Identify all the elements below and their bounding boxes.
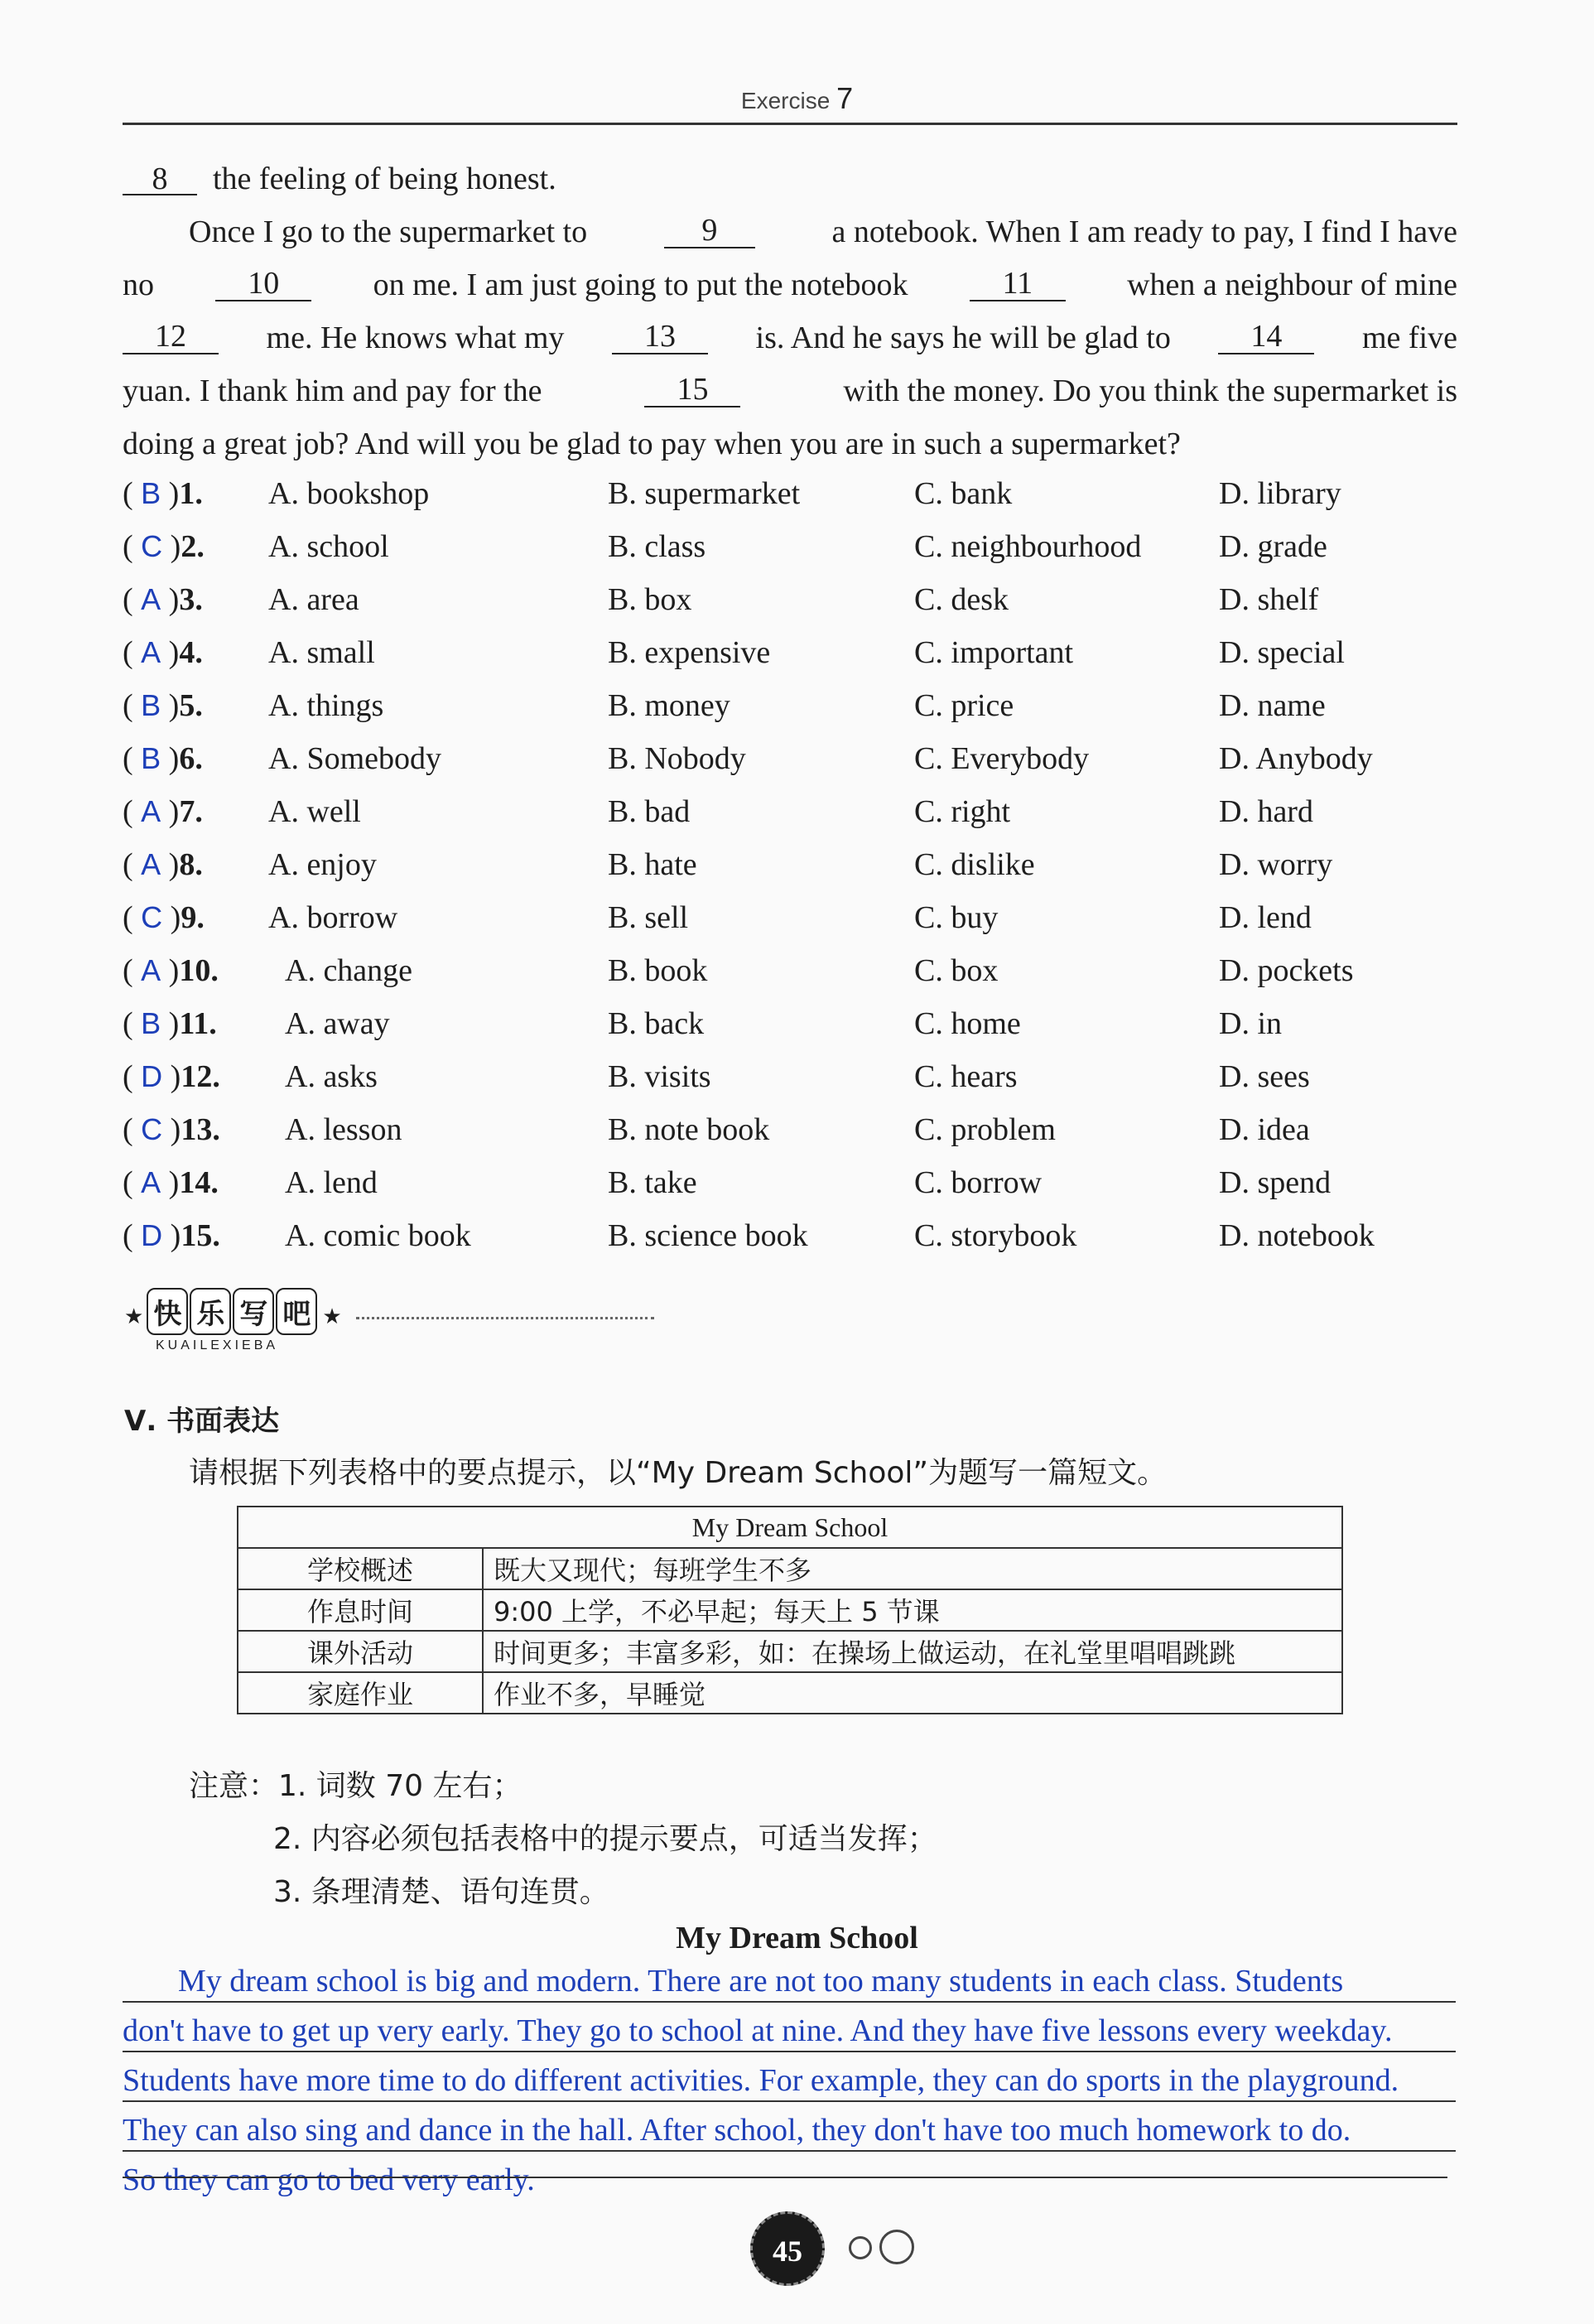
passage-text: yuan. I thank him and pay for the	[123, 374, 542, 408]
question-answer: ( B )6.	[123, 741, 203, 776]
essay-line: My dream school is big and modern. There are not too many students in each class. Students	[178, 1964, 1344, 1999]
option-b	[608, 848, 697, 881]
option-text: D. in	[1219, 1006, 1282, 1041]
page-number: 45	[750, 2211, 825, 2286]
option-a	[285, 1007, 390, 1040]
option-d	[1219, 530, 1327, 563]
option-text: D. worry	[1219, 847, 1333, 882]
option-d	[1219, 901, 1312, 934]
passage-line-2	[123, 215, 1457, 248]
option-text: C. box	[914, 953, 999, 988]
option-d	[1219, 1113, 1310, 1146]
option-text: C. storybook	[914, 1218, 1077, 1253]
answer-letter: A	[141, 582, 161, 616]
option-b	[608, 795, 690, 828]
option-text: C. bank	[914, 476, 1013, 511]
option-c	[914, 636, 1073, 669]
passage-text: with the money. Do you think the supermarket is	[843, 374, 1457, 408]
option-a	[268, 477, 429, 510]
option-text: B. hate	[608, 847, 697, 882]
table-key: 学校概述	[238, 1548, 483, 1589]
question-answer: ( A )8.	[123, 847, 203, 882]
table-key: 家庭作业	[238, 1672, 483, 1714]
table-row	[238, 1548, 1342, 1589]
option-d	[1219, 1219, 1375, 1252]
ruled-line	[123, 2001, 1456, 2003]
question-answer: ( C )2.	[123, 529, 205, 564]
answer-letter: A	[141, 1165, 161, 1199]
question-number: 6.	[179, 741, 203, 776]
option-text: D. notebook	[1219, 1218, 1375, 1253]
option-c	[914, 954, 998, 987]
option-text: D. hard	[1219, 794, 1313, 829]
question-number: 12.	[181, 1059, 220, 1094]
option-text: A. Somebody	[268, 741, 441, 776]
option-a	[268, 636, 375, 669]
passage-text: on me. I am just going to put the notebook	[373, 268, 908, 302]
option-text: C. right	[914, 794, 1011, 829]
option-a	[268, 795, 361, 828]
table-value: 9:00 上学，不必早起；每天上 5 节课	[483, 1589, 1342, 1631]
requirements-table	[237, 1506, 1343, 1714]
question-number: 5.	[179, 688, 203, 723]
option-text: A. small	[268, 635, 375, 670]
option-c	[914, 689, 1014, 722]
option-text: D. shelf	[1219, 582, 1319, 617]
question-number: 14.	[179, 1165, 219, 1200]
option-c	[914, 901, 998, 934]
option-text: C. problem	[914, 1112, 1056, 1147]
option-a	[268, 689, 383, 722]
option-a	[268, 848, 377, 881]
option-d	[1219, 795, 1313, 828]
question-number: 2.	[181, 529, 205, 564]
option-text: C. hears	[914, 1059, 1018, 1094]
star-icon: ★	[124, 1304, 144, 1328]
answer-letter: C	[141, 900, 163, 934]
ruled-line	[123, 2100, 1456, 2102]
question-number: 7.	[179, 794, 203, 829]
ruled-line	[123, 2177, 1447, 2178]
option-c	[914, 848, 1035, 881]
option-text: C. neighbourhood	[914, 529, 1142, 564]
option-text: D. idea	[1219, 1112, 1310, 1147]
option-text: D. lend	[1219, 900, 1312, 935]
table-value: 作业不多，早睡觉	[483, 1672, 1342, 1714]
option-d	[1219, 1007, 1282, 1040]
option-d	[1219, 583, 1318, 616]
note-2: 2. 内容必须包括表格中的提示要点，可适当发挥；	[273, 1822, 937, 1856]
option-d	[1219, 848, 1332, 881]
question-answer: ( B )5.	[123, 688, 203, 723]
option-text: B. note book	[608, 1112, 770, 1147]
question-answer: ( B )11.	[123, 1006, 217, 1041]
essay-line: So they can go to bed very early.	[123, 2162, 535, 2197]
answer-letter: A	[141, 953, 161, 987]
option-a	[285, 1166, 378, 1199]
passage-line-4	[123, 321, 1457, 354]
question-number: 4.	[179, 635, 203, 670]
option-text: A. school	[268, 529, 389, 564]
option-text: A. lesson	[285, 1112, 402, 1147]
question-answer: ( A )14.	[123, 1165, 219, 1200]
option-d	[1219, 742, 1373, 775]
essay-line: Students have more time to do different activities. For example, they can do sports in the playground.	[123, 2063, 1399, 2098]
option-c	[914, 1007, 1021, 1040]
question-number: 10.	[179, 953, 219, 988]
answer-letter: C	[141, 529, 163, 563]
option-text: C. dislike	[914, 847, 1035, 882]
answer-letter: A	[141, 635, 161, 669]
option-a	[285, 954, 412, 987]
option-text: C. home	[914, 1006, 1021, 1041]
question-number: 1.	[179, 476, 203, 511]
option-a	[285, 1060, 378, 1093]
badge-dotted-line	[356, 1317, 654, 1319]
answer-letter: A	[141, 794, 161, 828]
badge-char: 吧	[276, 1288, 317, 1335]
ruled-line	[123, 2150, 1456, 2152]
option-a	[268, 742, 441, 775]
option-c	[914, 795, 1010, 828]
question-answer: ( C )13.	[123, 1112, 220, 1147]
option-text: C. important	[914, 635, 1074, 670]
option-b	[608, 1219, 808, 1252]
essay-title: My Dream School	[676, 1921, 918, 1955]
passage-line-6: doing a great job? And will you be glad to pay when you are in such a supermarket?	[123, 427, 1181, 461]
option-d	[1219, 1060, 1310, 1093]
option-b	[608, 1007, 704, 1040]
option-d	[1219, 954, 1354, 987]
option-text: D. spend	[1219, 1165, 1332, 1200]
passage-text: a notebook. When I am ready to pay, I find I have	[831, 215, 1457, 249]
question-number: 15.	[181, 1218, 220, 1253]
option-text: D. grade	[1219, 529, 1327, 564]
kuailexieba-badge	[124, 1288, 342, 1353]
option-text: B. expensive	[608, 635, 771, 670]
option-b	[608, 689, 730, 722]
answer-letter: A	[141, 847, 161, 881]
option-text: B. science book	[608, 1218, 808, 1253]
option-text: C. price	[914, 688, 1014, 723]
option-text: A. bookshop	[268, 476, 430, 511]
option-text: B. back	[608, 1006, 705, 1041]
header-prefix: Exercise	[740, 88, 831, 113]
question-number: 13.	[181, 1112, 220, 1147]
passage-text: no	[123, 268, 154, 302]
option-c	[914, 1166, 1042, 1199]
badge-pinyin: KUAILEXIEBA	[156, 1338, 279, 1352]
option-c	[914, 1219, 1076, 1252]
question-answer: ( A )3.	[123, 582, 203, 617]
blank-13: 13	[612, 321, 708, 354]
page-header	[0, 81, 1594, 116]
answer-letter: B	[141, 476, 161, 510]
note-3: 3. 条理清楚、语句连贯。	[273, 1875, 609, 1909]
option-text: D. special	[1219, 635, 1345, 670]
badge-char: 乐	[190, 1288, 231, 1335]
option-c	[914, 742, 1089, 775]
option-b	[608, 1113, 769, 1146]
passage-line-5	[123, 374, 1457, 407]
passage-text: the feeling of being honest.	[213, 162, 556, 196]
passage-text: me. He knows what my	[266, 321, 565, 355]
star-icon: ★	[322, 1304, 342, 1328]
option-b	[608, 477, 800, 510]
question-answer: ( B )1.	[123, 476, 203, 511]
table-value: 时间更多；丰富多彩，如：在操场上做运动，在礼堂里唱唱跳跳	[483, 1631, 1342, 1672]
circle-decoration-icon	[879, 2230, 914, 2264]
option-text: B. sell	[608, 900, 689, 935]
table-key: 课外活动	[238, 1631, 483, 1672]
option-d	[1219, 1166, 1331, 1199]
passage-line-3	[123, 268, 1457, 301]
option-text: D. library	[1219, 476, 1341, 511]
question-number: 3.	[179, 582, 203, 617]
option-c	[914, 530, 1141, 563]
question-answer: ( D )12.	[123, 1059, 220, 1094]
blank-14: 14	[1218, 321, 1314, 354]
option-text: B. book	[608, 953, 708, 988]
option-c	[914, 1060, 1018, 1093]
option-d	[1219, 636, 1345, 669]
option-text: A. comic book	[285, 1218, 471, 1253]
answer-letter: B	[141, 1006, 161, 1040]
option-text: A. enjoy	[268, 847, 377, 882]
option-text: B. class	[608, 529, 706, 564]
blank-15: 15	[644, 374, 740, 407]
option-b	[608, 901, 688, 934]
option-b	[608, 636, 770, 669]
note-1: 注意：1. 词数 70 左右；	[189, 1769, 523, 1803]
table-row	[238, 1631, 1342, 1672]
question-number: 8.	[179, 847, 203, 882]
option-text: D. name	[1219, 688, 1326, 723]
option-text: B. Nobody	[608, 741, 746, 776]
option-text: C. Everybody	[914, 741, 1090, 776]
essay-line: don't have to get up very early. They go to school at nine. And they have five lessons every weekday.	[123, 2013, 1393, 2048]
option-text: A. away	[285, 1006, 390, 1041]
answer-letter: C	[141, 1112, 163, 1146]
answer-letter: B	[141, 688, 161, 722]
passage-text: me five	[1361, 321, 1457, 355]
table-row	[238, 1589, 1342, 1631]
option-text: D. Anybody	[1219, 741, 1373, 776]
question-number: 11.	[179, 1006, 217, 1041]
option-b	[608, 742, 746, 775]
section-instruction: 请根据下列表格中的要点提示，以“My Dream School”为题写一篇短文。	[189, 1456, 1168, 1490]
option-b	[608, 583, 691, 616]
option-text: A. change	[285, 953, 413, 988]
passage-text: Once I go to the supermarket to	[189, 215, 588, 249]
question-answer: ( C )9.	[123, 900, 205, 935]
option-text: C. buy	[914, 900, 999, 935]
option-b	[608, 954, 707, 987]
option-b	[608, 1166, 697, 1199]
essay-line: They can also sing and dance in the hall. After school, they don't have too much homework to do.	[123, 2113, 1351, 2148]
option-c	[914, 477, 1012, 510]
option-d	[1219, 477, 1341, 510]
header-rule	[123, 123, 1457, 125]
blank-10: 10	[215, 268, 311, 301]
table-key: 作息时间	[238, 1589, 483, 1631]
question-answer: ( D )15.	[123, 1218, 220, 1253]
option-text: B. bad	[608, 794, 691, 829]
option-a	[268, 583, 359, 616]
option-text: A. borrow	[268, 900, 398, 935]
header-number: 7	[836, 81, 854, 115]
option-text: B. box	[608, 582, 692, 617]
option-c	[914, 583, 1009, 616]
blank-11: 11	[970, 268, 1066, 301]
option-a	[268, 901, 397, 934]
answer-letter: D	[141, 1218, 163, 1252]
answer-letter: D	[141, 1059, 163, 1093]
option-text: C. desk	[914, 582, 1009, 617]
blank-8: 8	[123, 164, 197, 195]
table-title: My Dream School	[238, 1507, 1342, 1548]
badge-char: 写	[233, 1288, 274, 1335]
option-d	[1219, 689, 1326, 722]
passage-line-1	[123, 162, 1457, 195]
option-a	[285, 1113, 402, 1146]
answer-letter: B	[141, 741, 161, 775]
ruled-line	[123, 2051, 1456, 2052]
option-text: A. lend	[285, 1165, 378, 1200]
option-text: A. area	[268, 582, 359, 617]
option-text: B. supermarket	[608, 476, 801, 511]
passage-text: is. And he says he will be glad to	[755, 321, 1171, 355]
circle-decoration-icon	[849, 2236, 872, 2259]
option-text: B. money	[608, 688, 730, 723]
blank-12: 12	[123, 321, 219, 354]
badge-char: 快	[147, 1288, 188, 1335]
option-text: B. take	[608, 1165, 697, 1200]
option-text: A. well	[268, 794, 361, 829]
option-a	[285, 1219, 471, 1252]
passage-text: when a neighbour of mine	[1127, 268, 1457, 302]
option-text: D. pockets	[1219, 953, 1354, 988]
question-number: 9.	[181, 900, 205, 935]
question-answer: ( A )4.	[123, 635, 203, 670]
option-a	[268, 530, 389, 563]
option-b	[608, 530, 706, 563]
option-text: D. sees	[1219, 1059, 1310, 1094]
question-answer: ( A )7.	[123, 794, 203, 829]
question-answer: ( A )10.	[123, 953, 219, 988]
blank-9: 9	[664, 215, 755, 248]
option-text: A. asks	[285, 1059, 378, 1094]
option-text: C. borrow	[914, 1165, 1043, 1200]
section-title: Ⅴ. 书面表达	[124, 1405, 280, 1438]
option-c	[914, 1113, 1056, 1146]
option-text: A. things	[268, 688, 384, 723]
table-value: 既大又现代；每班学生不多	[483, 1548, 1342, 1589]
option-b	[608, 1060, 711, 1093]
option-text: B. visits	[608, 1059, 711, 1094]
table-row	[238, 1672, 1342, 1714]
